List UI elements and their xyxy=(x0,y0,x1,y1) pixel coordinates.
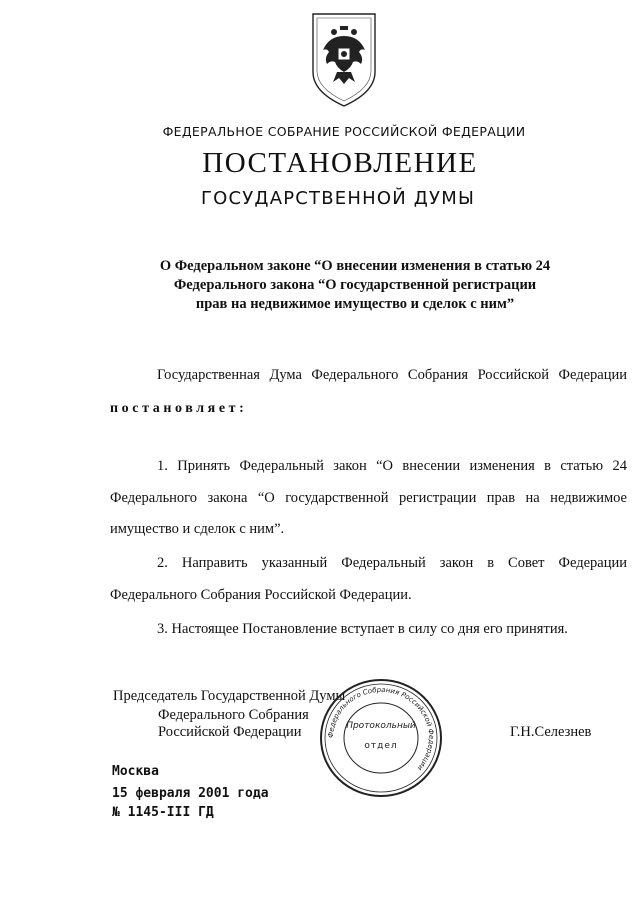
subject-line: О Федеральном законе “О внесении изменения в статью 24 xyxy=(159,258,551,274)
item-3-text: 3. Настоящее Постановление вступает в силу со дня его принятия. xyxy=(157,621,568,637)
signatory-position: Председатель Государственной Думы xyxy=(113,688,346,704)
preamble-text: Государственная Дума Федерального Собрания Российской Федерации xyxy=(157,367,627,383)
organization-name: ФЕДЕРАЛЬНОЕ СОБРАНИЕ РОССИЙСКОЙ ФЕДЕРАЦИИ xyxy=(162,124,526,139)
stamp-ring-text: Федерального Собрания Российской Федерации xyxy=(326,685,436,773)
document-number: № 1145-III ГД xyxy=(112,805,214,820)
item-1-line: Федерального закона “О государственной регистрации прав на недвижимое xyxy=(110,490,627,506)
date-of-adoption: 15 февраля 2001 года xyxy=(112,786,269,801)
signatory-name: Г.Н.Селезнев xyxy=(510,724,592,740)
item-2-line: Федерального Собрания Российской Федерации. xyxy=(110,587,412,603)
item-2-line: 2. Направить указанный Федеральный закон в Совет Федерации xyxy=(157,555,627,571)
item-1-line: 1. Принять Федеральный закон “О внесении изменения в статью 24 xyxy=(157,458,627,474)
document-type: ПОСТАНОВЛЕНИЕ xyxy=(202,147,478,179)
emblem-icon xyxy=(309,10,379,110)
signatory-position: Российской Федерации xyxy=(158,724,302,740)
stamp-center-bottom: отдел xyxy=(364,741,398,751)
signatory-position: Федерального Собрания xyxy=(158,707,309,723)
subject-line: прав на недвижимое имущество и сделок с ним” xyxy=(195,296,515,312)
place-of-adoption: Москва xyxy=(112,764,159,779)
subject-line: Федерального закона “О государственной регистрации xyxy=(173,277,537,293)
item-1-line: имущество и сделок с ним”. xyxy=(110,521,285,537)
stamp-center-top: Протокольный xyxy=(346,721,416,731)
resolves-text: постановляет: xyxy=(110,401,248,416)
seal-stamp-icon xyxy=(316,676,446,800)
document-subject xyxy=(120,257,590,314)
document-issuer: ГОСУДАРСТВЕННОЙ ДУМЫ xyxy=(200,188,476,209)
